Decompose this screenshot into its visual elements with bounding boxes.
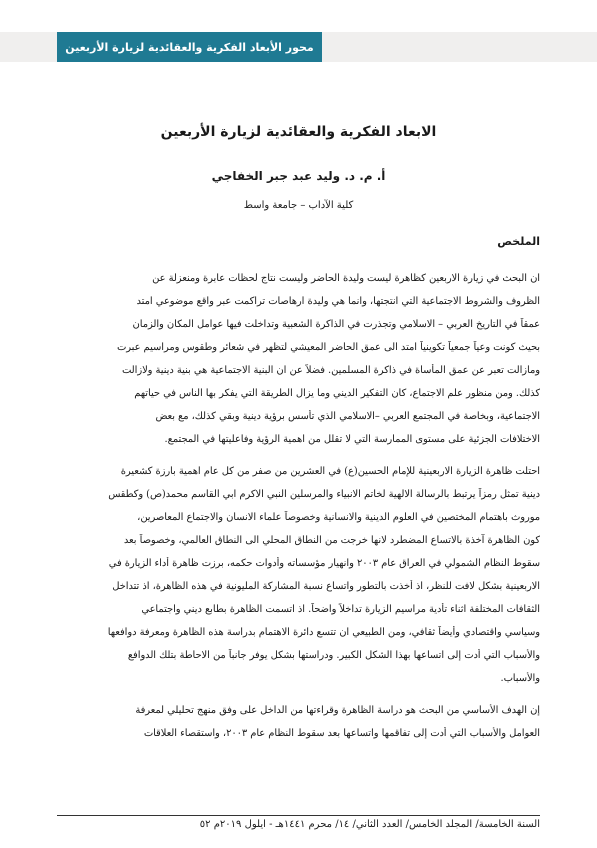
body-line: الاجتماعية، وبخاصة في المجتمع العربي –الاسلامي الذي تأسس برؤية دينية وبقي كذلك، مع بعض bbox=[155, 411, 540, 422]
body-line: إن الهدف الأساسي من البحث هو دراسة الظاهرة وقراءتها من الداخل على وفق منهج تحليلي لمعرفة bbox=[135, 705, 540, 716]
body-line: احتلت ظاهرة الزيارة الاربعينية للإمام الحسين(ع) في العشرين من صفر من كل عام اهمية بارزة كشعيرة bbox=[120, 466, 540, 477]
body-line: كذلك. ومن منظور علم الاجتماع، كان التفكير الديني وما يزال الطريقة التي يفكر بها الناس في حياتهم bbox=[134, 388, 540, 399]
body-line: الثقافات المختلفة اثناء تأدية مراسيم الزيارة تداخلاً واضحاً. اذ اتسمت الظاهرة بطابع ديني واجتماعي bbox=[141, 604, 540, 615]
body-line: ومازالت تعبر عن عمق المأساة في ذاكرة المسلمين. فضلاً عن ان البنية الاجتماعية هي بنية دينية ولازالت bbox=[122, 365, 540, 376]
author-affiliation: كلية الآداب – جامعة واسط bbox=[243, 200, 354, 211]
body-line: العوامل والأسباب التي أدت إلى تفاقمها واتساعها بعد سقوط النظام عام ٢٠٠٣، واستقصاء العلاقات bbox=[143, 728, 540, 739]
body-line: سقوط النظام الشمولي في العراق عام ٢٠٠٣ وانهيار مؤسساته وأدوات حكمه، برزت ظاهرة أداء الزيارة في bbox=[108, 558, 540, 569]
author-name: أ. م. د. وليد عبد جبر الخفاجي bbox=[211, 169, 386, 183]
body-line: والأسباب التي أدت إلى اتساعها بهذا الشكل الكبير. ودراستها بشكل يوفر جانباً من الاحاطة بتلك الدوافع bbox=[127, 650, 540, 661]
running-header: محور الأبعاد الفكرية والعقائدية لزيارة الأربعين bbox=[57, 32, 322, 62]
body-line: الاختلافات الجزئية على مستوى الممارسة التي لا تقلل من اهمية الرؤية وفاعليتها في المجتمع. bbox=[164, 434, 540, 445]
body-line: وسياسي واقتصادي وأيضاً ثقافي، ومن الطبيعي ان تتسع دائرة الاهتمام بدراسة هذه الظاهرة ومعرفة دوافعها bbox=[107, 627, 540, 638]
body-line: الظروف والشروط الاجتماعية التي انتجتها، وانما هي وليدة ارهاصات تراكمت عبر واقع موضوعي امتد bbox=[136, 296, 540, 307]
footer-rule bbox=[57, 815, 540, 816]
abstract-heading: الملخص bbox=[497, 235, 540, 248]
body-line: دينية تمثل رمزاً يرتبط بالرسالة الالهية لخاتم الانبياء والمرسلين النبي الاكرم ابي القاسم محمد(ص) وكطقس bbox=[108, 489, 540, 500]
body-line: بحيث كونت وعياً جمعياً تكوينياً امتد الى عمق الحاضر المعيشي لتظهر في شعائر وطقوس ومراسيم عبرت bbox=[117, 342, 540, 353]
body-line: ان البحث في زيارة الاربعين كظاهرة ليست وليدة الحاضر وليست نتاج لحظات عابرة ومنعزلة عن bbox=[152, 273, 540, 284]
body-line: كون الظاهرة آخذة بالاتساع المضطرد لانها خرجت من النطاق المحلي الى النطاق العالمي، وخصوصاً بعد bbox=[123, 535, 540, 546]
article-title: الابعاد الفكرية والعقائدية لزيارة الأربعين bbox=[160, 124, 437, 140]
body-line: والأسباب. bbox=[500, 673, 540, 684]
body-line: عمقاً في التاريخ العربي – الاسلامي وتجذرت في الذاكرة الشعبية وتداخلت فيها عوامل المكان والزمان bbox=[132, 319, 540, 330]
body-line: موروث باهتمام المختصين في العلوم الدينية والانسانية وخصوصاً علماء الانسان والاجتماع المعاصرين، bbox=[137, 512, 540, 523]
body-line: الاربعينية بشكل لافت للنظر، اذ أخذت بالتطور واتساع نسبة المشاركة المليونية في هذه الظاهرة، اذ تتداخل bbox=[112, 581, 540, 592]
footer-citation: السنة الخامسة/ المجلد الخامس/ العدد الثاني/ ١٤/ محرم ١٤٤١هـ - أيلول ٢٠١٩م ٥٢ bbox=[199, 819, 540, 830]
